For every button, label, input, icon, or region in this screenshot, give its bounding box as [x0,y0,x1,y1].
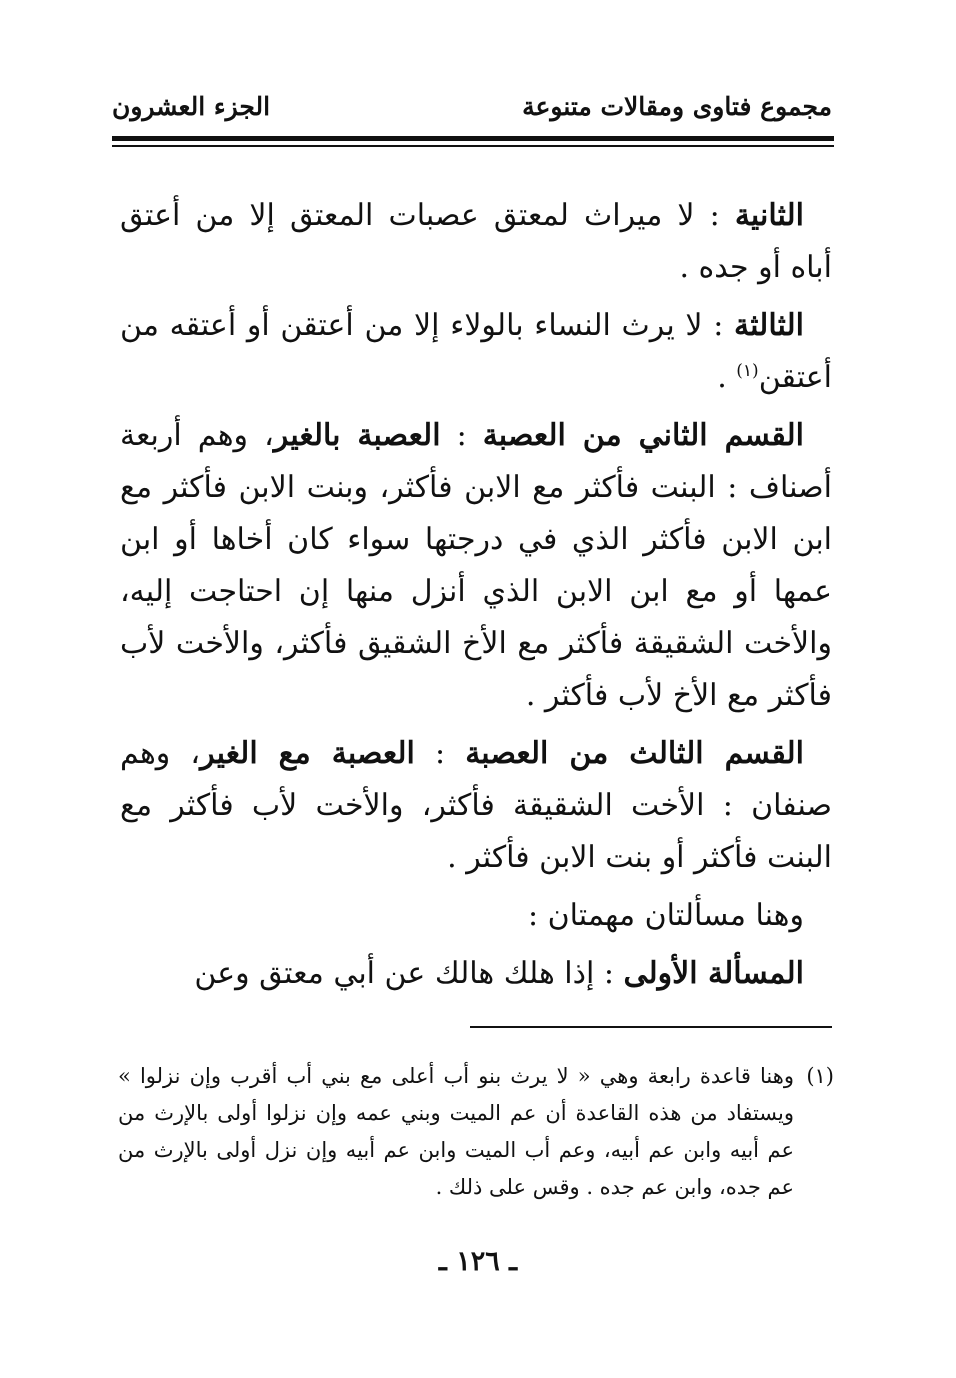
paragraph-text: : لا ميراث لمعتق عصبات المعتق إلا من أعتق أباه أو جده . [120,198,832,285]
paragraph-text: ، وهم أربعة أصناف : البنت فأكثر مع الابن فأكثر، وبنت الابن فأكثر مع ابن الابن فأكثر الذي في درجتها سواء كان أخاها أو ابن عمها أو مع ابن الابن الذي أنزل منها إن احتاجت إليه، والأخت الشقيقة فأكثر مع الأخ الشقيق فأكثر، والأخت لأب فأكثر مع الأخ لأب فأكثر . [120,418,832,713]
header-rule-thin [112,145,834,147]
paragraph-lead: الثالثة [734,308,804,343]
paragraph-second-rule [120,190,832,294]
paragraph-section-three [120,728,832,884]
paragraph-separator: : [414,736,466,771]
footnote [118,1058,834,1206]
paragraph-text: : إذا هلك هالك عن أبي معتق وعن [194,956,624,991]
paragraph-text: : لا يرث النساء بالولاء إلا من أعتقن أو أعتقه من أعتقن [120,308,832,395]
paragraph-lead: المسألة الأولى [623,956,804,991]
paragraph-term: العصبة مع الغير [200,736,415,771]
running-header [112,88,832,128]
paragraph-two-issues [120,890,832,942]
header-rule-thick [112,136,834,141]
paragraph-first-issue [120,948,832,1000]
volume-label: الجزء العشرون [112,92,271,121]
paragraph-section-two [120,410,832,722]
main-text [120,190,832,1006]
page-number: ـ ١٢٦ ـ [438,1246,518,1277]
paragraph-lead: القسم الثالث من العصبة [465,736,804,771]
paragraph-text: ، وهم صنفان : الأخت الشقيقة فأكثر، والأخت لأب فأكثر مع البنت فأكثر أو بنت الابن فأكثر . [120,736,832,875]
paragraph-third-rule [120,300,832,404]
footnote-number: (١) [806,1064,834,1088]
paragraph-text: وهنا مسألتان مهمتان : [527,898,804,933]
paragraph-lead: الثانية [734,198,804,233]
paragraph-end: . [717,360,737,395]
footnote-reference[interactable]: (١) [736,361,759,381]
footnote-text: وهنا قاعدة رابعة وهي « لا يرث بنو أب أعلى مع بني أب أقرب وإن نزلوا » ويستفاد من هذه القاعدة أن عم الميت وبني عمه وإن نزلوا أولى بالإرث من عم أبيه وابن عم أبيه، وعم أب الميت وابن عم أبيه وإن نزل أولى بالإرث من عم جده، وابن عم جده . وقس على ذلك . [118,1064,794,1199]
book-title: مجموع فتاوى ومقالات متنوعة [522,92,832,121]
paragraph-separator: : [440,418,483,453]
paragraph-term: العصبة بالغير [273,418,441,453]
paragraph-lead: القسم الثاني من العصبة [482,418,804,453]
footnote-separator [470,1026,832,1028]
